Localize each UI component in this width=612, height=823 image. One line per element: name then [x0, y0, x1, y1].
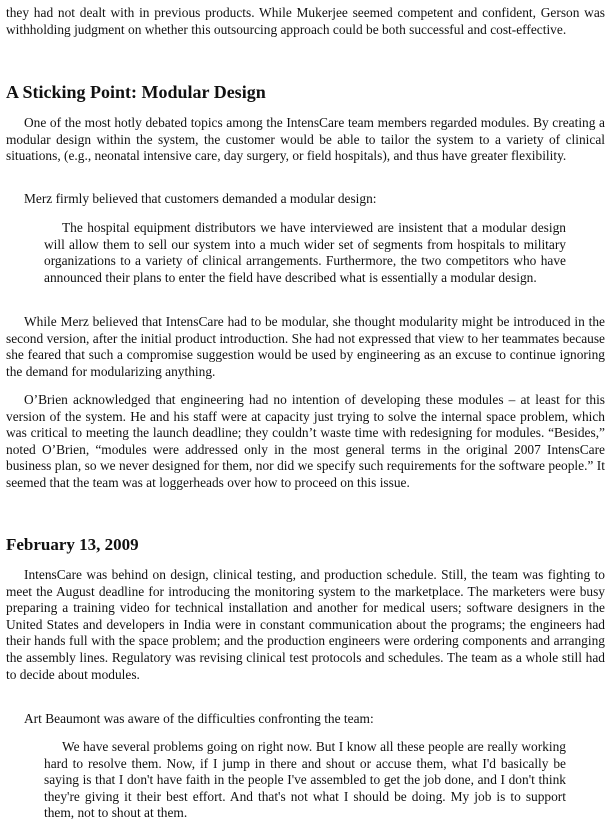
section-heading-modular-design: A Sticking Point: Modular Design	[6, 82, 266, 102]
obrien-paragraph: O’Brien acknowledged that engineering had no intention of developing these modules – at least for this version of the system. He and his staff were at capacity just trying to solve the internal space problem, which was critical to meeting the launch deadline; they couldn’t waste time with redesigning for modules. “Besides,” noted O’Brien, “modules were addressed only in the most general terms in the original 2007 IntensCare business plan, so we never designed for them, nor did we specify such requirements for the software people.” It seemed that the team was at loggerheads over how to proceed on this issue.	[6, 392, 605, 490]
modules-debate-paragraph: One of the most hotly debated topics among the IntensCare team members regarded modules. By creating a modular design within the system, the customer would be able to tailor the system to a variety of clinical situations, (e.g., neonatal intensive care, day surgery, or field hospitals), and thus have greater flexibility.	[6, 115, 605, 164]
merz-quote: The hospital equipment distributors we have interviewed are insistent that a modular design will allow them to sell our system into a much wider set of segments from hospitals to military organizations to a variety of clinical arrangements. Furthermore, the two competitors who have announced their plans to enter the field have described what is essentially a modular design.	[44, 220, 566, 285]
date-heading: February 13, 2009	[6, 535, 139, 554]
behind-schedule-paragraph: IntensCare was behind on design, clinical testing, and production schedule. Still, the team was fighting to meet the August deadline for introducing the monitoring system to the marketplace. The marketers were busy preparing a training video for technical installation and another for medical users; software designers in the United States and developers in India were in constant communication about the programs; the engineers had their hands full with the space problem; and the production engineers were ordering components and arranging the assembly lines. Regulatory was revising clinical test protocols and schedules. The team as a whole still had to decide about modules.	[6, 567, 605, 682]
merz-belief-paragraph: Merz firmly believed that customers demanded a modular design:	[24, 191, 377, 206]
art-beaumont-quote: We have several problems going on right now. But I know all these people are really working hard to resolve them. Now, if I jump in there and shout or accuse them, what I'd basically be saying is that I don't have faith in the people I've assembled to get the job done, and I don't think they're giving it their best effort. And that's not what I should be doing. My job is to support them, not to shout at them.	[44, 739, 566, 821]
merz-second-version-paragraph: While Merz believed that IntensCare had to be modular, she thought modularity might be introduced in the second version, after the initial product introduction. She had not expressed that view to her teammates because she feared that such a compromise suggestion would be used by engineering as an excuse to continue ignoring the demand for modularizing anything.	[6, 314, 605, 379]
art-beaumont-paragraph: Art Beaumont was aware of the difficulties confronting the team:	[24, 711, 374, 726]
intro-paragraph: they had not dealt with in previous products. While Mukerjee seemed competent and confident, Gerson was withholding judgment on whether this outsourcing approach could be both successful and cost-effective.	[6, 5, 605, 37]
